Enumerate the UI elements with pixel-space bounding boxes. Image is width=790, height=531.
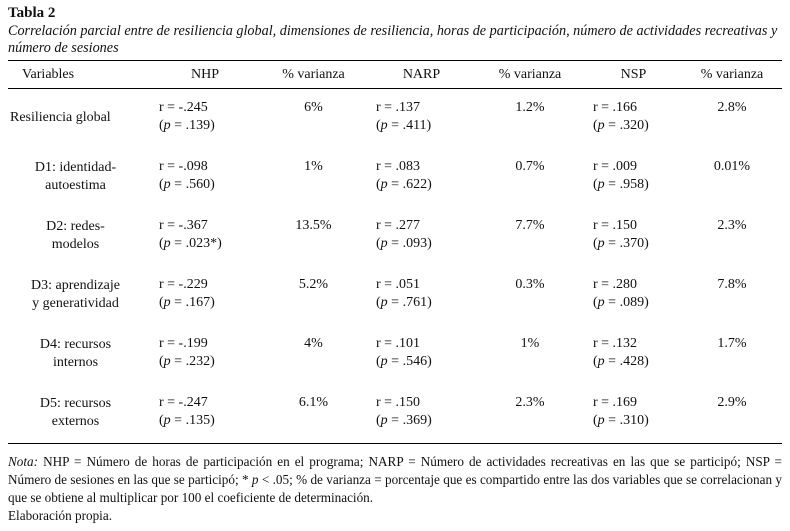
p-symbol: p: [380, 353, 388, 369]
table-title: Tabla 2: [8, 5, 56, 21]
variable-line: Resiliencia global: [10, 110, 111, 126]
p-symbol: p: [380, 235, 388, 251]
variable-line: modelos: [51, 237, 100, 252]
nsp-variance-pct: 1.7%: [717, 335, 747, 351]
nhp-p-value: .167): [185, 294, 215, 310]
p-symbol: p: [380, 294, 388, 310]
p-equals: =: [387, 235, 403, 251]
narp-variance-pct: 0.7%: [515, 158, 545, 174]
p-symbol: p: [597, 412, 605, 428]
narp-r-value: r = .137: [376, 100, 421, 115]
row-variable-label: [8, 148, 151, 207]
narp-p-value: .761): [402, 294, 432, 310]
narp-r-value: r = .277: [376, 217, 421, 233]
narp-r-value: r = .150: [376, 394, 421, 410]
p-open-paren: (: [593, 235, 598, 251]
nsp-r-value: r = .166: [593, 100, 638, 115]
p-open-paren: (: [376, 118, 381, 133]
note-p-symbol: p: [251, 472, 259, 487]
header-pct-nhp: % varianza: [282, 66, 345, 82]
nhp-correlation-cell: [151, 148, 259, 207]
table-caption: Correlación parcial entre de resiliencia global, dimensiones de resiliencia, horas de participación, número de actividades recreativas y número de sesiones: [8, 23, 778, 56]
variable-line: D4: recursos: [39, 337, 112, 352]
narp-correlation-cell: [368, 266, 475, 325]
table-row: [8, 266, 782, 325]
header-pct-nsp: % varianza: [700, 66, 764, 82]
variable-line: D3: aprendizaje: [30, 278, 120, 293]
narp-variance-pct: 1.2%: [515, 100, 545, 115]
nsp-r-value: r = .150: [593, 217, 638, 233]
nsp-p-value: .320): [619, 118, 649, 133]
nsp-r-value: r = .169: [593, 394, 638, 410]
p-open-paren: (: [593, 176, 598, 192]
p-equals: =: [387, 412, 403, 428]
p-equals: =: [604, 118, 620, 133]
p-open-paren: (: [593, 294, 598, 310]
p-open-paren: (: [376, 412, 381, 428]
narp-variance-pct: 1%: [520, 335, 540, 351]
nhp-correlation-cell: [151, 266, 259, 325]
nsp-p-value: .089): [619, 294, 649, 310]
p-equals: =: [604, 176, 620, 192]
table-note: [8, 453, 782, 507]
header-nsp: NSP: [620, 66, 647, 82]
row-variable-label: [8, 266, 151, 325]
narp-p-value: .546): [402, 353, 432, 369]
p-open-paren: (: [159, 353, 164, 369]
p-equals: =: [170, 294, 186, 310]
narp-r-value: r = .101: [376, 335, 421, 351]
p-symbol: p: [597, 235, 605, 251]
narp-correlation-cell: [368, 207, 475, 266]
nsp-correlation-cell: [585, 325, 682, 384]
nhp-variance-pct: 1%: [304, 158, 323, 174]
p-symbol: p: [597, 118, 605, 133]
p-open-paren: (: [593, 353, 598, 369]
nhp-variance-pct: 6.1%: [298, 394, 329, 410]
nsp-p-value: .310): [619, 412, 649, 428]
note-text-1: NHP = Número de horas de participación en el programa; NARP = Número de actividades recreativas en las que se participó; NSP = Número de sesiones en las que se participó; *: [8, 454, 782, 487]
p-open-paren: (: [593, 118, 598, 133]
narp-p-value: .411): [402, 118, 432, 133]
narp-variance-pct: 0.3%: [515, 276, 545, 292]
narp-correlation-cell: [368, 325, 475, 384]
p-open-paren: (: [159, 176, 164, 192]
p-equals: =: [170, 176, 186, 192]
p-equals: =: [170, 235, 186, 251]
narp-r-value: r = .051: [376, 276, 421, 292]
p-open-paren: (: [376, 353, 381, 369]
nhp-variance-pct: 4%: [304, 335, 323, 351]
p-equals: =: [604, 412, 620, 428]
p-equals: =: [604, 353, 620, 369]
table-body: [8, 89, 782, 444]
p-symbol: p: [380, 412, 388, 428]
p-symbol: p: [163, 294, 171, 310]
correlation-table: [8, 60, 782, 444]
p-symbol: p: [597, 176, 605, 192]
p-equals: =: [170, 353, 186, 369]
elaboration-source: Elaboración propia.: [8, 508, 112, 523]
nhp-correlation-cell: [151, 207, 259, 266]
p-open-paren: (: [376, 235, 381, 251]
row-variable-label: [8, 89, 151, 148]
nhp-p-value: .135): [185, 412, 215, 428]
nsp-r-value: r = .280: [593, 276, 638, 292]
nhp-correlation-cell: [151, 384, 259, 444]
header-pct-narp: % varianza: [498, 66, 562, 82]
header-row: [8, 61, 782, 89]
nsp-correlation-cell: [585, 89, 682, 148]
nhp-r-value: r = -.247: [159, 394, 208, 410]
variable-line: D5: recursos: [39, 396, 112, 412]
header-narp: NARP: [402, 66, 441, 82]
p-open-paren: (: [376, 294, 381, 310]
nsp-r-value: r = .132: [593, 335, 638, 351]
p-symbol: p: [597, 294, 605, 310]
nhp-p-value: .560): [185, 176, 215, 192]
p-symbol: p: [380, 118, 388, 133]
note-text-2: < .05; % de varianza = porcentaje que es compartido entre las dos variables que se correlacionan y que se obtiene al multiplicar por 100 el coeficiente de determinación.: [8, 472, 783, 505]
table-document: [8, 5, 782, 525]
p-equals: =: [387, 353, 403, 369]
p-open-paren: (: [159, 235, 164, 251]
nhp-correlation-cell: [151, 89, 259, 148]
p-symbol: p: [163, 353, 171, 369]
nhp-p-value: .139): [185, 118, 215, 133]
table-row: [8, 148, 782, 207]
variable-line: D1: identidad-: [34, 160, 117, 175]
nhp-r-value: r = -.199: [159, 335, 208, 351]
table-row: [8, 89, 782, 148]
row-variable-label: [8, 384, 151, 444]
table-row: [8, 207, 782, 266]
nsp-variance-pct: 2.3%: [717, 217, 747, 233]
p-equals: =: [604, 235, 620, 251]
header-nhp: NHP: [190, 66, 219, 82]
nhp-correlation-cell: [151, 325, 259, 384]
p-symbol: p: [163, 176, 171, 192]
p-equals: =: [170, 118, 186, 133]
nsp-correlation-cell: [585, 266, 682, 325]
p-symbol: p: [163, 412, 171, 428]
nsp-p-value: .370): [619, 235, 649, 251]
p-equals: =: [604, 294, 620, 310]
nhp-r-value: r = -.098: [159, 158, 208, 174]
p-symbol: p: [380, 176, 388, 192]
variable-line: y generatividad: [32, 296, 119, 311]
p-equals: =: [170, 412, 186, 428]
narp-p-value: .093): [402, 235, 432, 251]
p-equals: =: [387, 118, 403, 133]
p-symbol: p: [163, 118, 171, 133]
nsp-p-value: .958): [619, 176, 649, 192]
note-label: Nota:: [8, 454, 39, 469]
p-open-paren: (: [376, 176, 381, 192]
narp-variance-pct: 7.7%: [515, 217, 545, 233]
nsp-r-value: r = .009: [593, 158, 638, 174]
nsp-p-value: .428): [619, 353, 649, 369]
nhp-r-value: r = -.245: [159, 100, 208, 115]
p-open-paren: (: [593, 412, 598, 428]
p-symbol: p: [597, 353, 605, 369]
header-variables: Variables: [22, 66, 75, 82]
narp-r-value: r = .083: [376, 158, 421, 174]
nhp-p-value: .023*): [185, 235, 222, 251]
nsp-variance-pct: 2.9%: [717, 394, 747, 410]
nhp-r-value: r = -.229: [159, 276, 208, 292]
table-row: [8, 384, 782, 444]
p-equals: =: [387, 176, 403, 192]
variable-line: D2: redes-: [46, 219, 105, 234]
variable-line: externos: [51, 414, 100, 430]
narp-correlation-cell: [368, 89, 475, 148]
p-open-paren: (: [159, 294, 164, 310]
nhp-variance-pct: 13.5%: [295, 217, 332, 233]
nsp-variance-pct: 7.8%: [717, 276, 747, 292]
nsp-variance-pct: 2.8%: [717, 100, 747, 115]
narp-correlation-cell: [368, 384, 475, 444]
narp-p-value: .622): [402, 176, 432, 192]
nsp-correlation-cell: [585, 207, 682, 266]
narp-variance-pct: 2.3%: [515, 394, 545, 410]
p-symbol: p: [163, 235, 171, 251]
p-open-paren: (: [159, 412, 164, 428]
p-open-paren: (: [159, 118, 164, 133]
variable-line: autoestima: [45, 178, 106, 193]
variable-line: internos: [52, 355, 99, 370]
p-equals: =: [387, 294, 403, 310]
nsp-variance-pct: 0.01%: [713, 158, 751, 174]
nhp-p-value: .232): [185, 353, 215, 369]
table-row: [8, 325, 782, 384]
nhp-variance-pct: 6%: [304, 100, 323, 115]
narp-correlation-cell: [368, 148, 475, 207]
row-variable-label: [8, 325, 151, 384]
nhp-r-value: r = -.367: [159, 217, 208, 233]
nsp-correlation-cell: [585, 148, 682, 207]
row-variable-label: [8, 207, 151, 266]
nsp-correlation-cell: [585, 384, 682, 444]
nhp-variance-pct: 5.2%: [298, 276, 329, 292]
narp-p-value: .369): [402, 412, 432, 428]
